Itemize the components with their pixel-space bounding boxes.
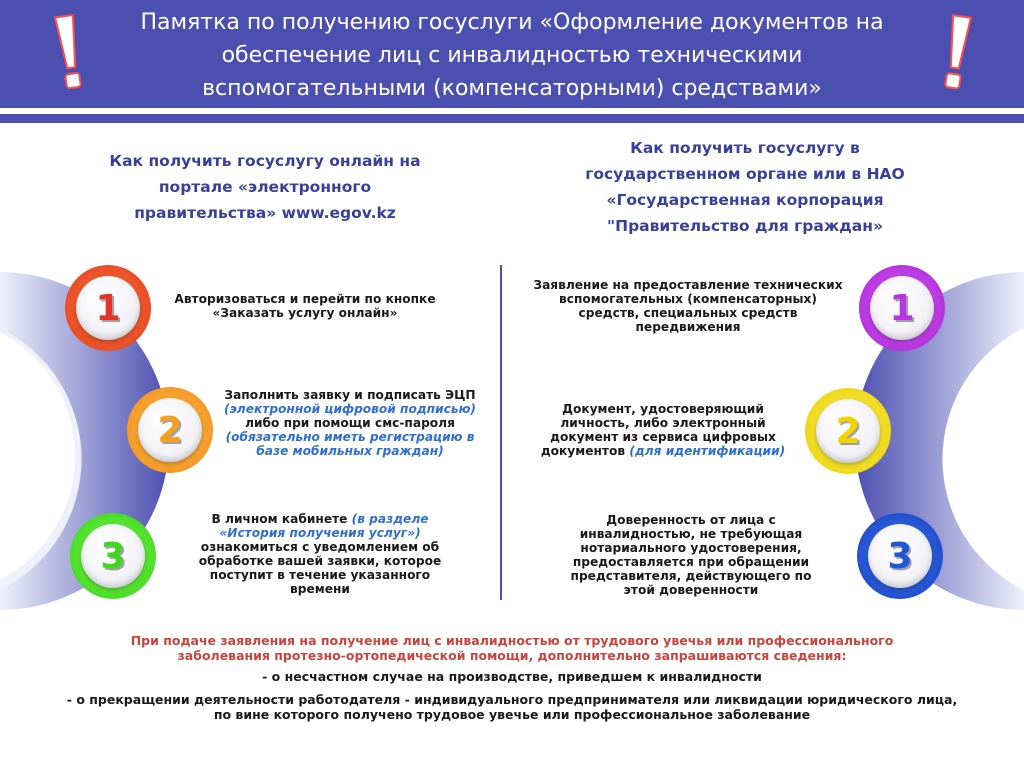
right-step-1-badge xyxy=(859,265,945,351)
left-step-2-number: 2 xyxy=(157,409,183,451)
footer-item-1: - о несчастном случае на производстве, приведшем к инвалидности xyxy=(262,669,762,684)
left-column-heading: Как получить госуслугу онлайн на портале «электронного правительства» www.egov.kz xyxy=(109,152,421,222)
right-step-2-text: Документ, удостоверяющий личность, либо электронный документ из сервиса цифровых документов (для идентификации) xyxy=(540,402,786,458)
right-step-3-number: 3 xyxy=(887,535,913,577)
left-step-2-text: Заполнить заявку и подписать ЭЦП (электронной цифровой подписью) либо при помощи смс-пароля (обязательно иметь регистрацию в базе мобильных граждан) xyxy=(224,388,476,458)
right-column-heading: Как получить госуслугу в государственном органе или в НАО «Государственная корпорация "Правительство для граждан» xyxy=(585,139,905,235)
left-step-1-number: 1 xyxy=(95,287,121,329)
right-step-2-badge xyxy=(805,388,891,474)
right-step-1-text: Заявление на предоставление технических вспомогательных (компенсаторных) средств, специальных средств передвижения xyxy=(533,278,843,334)
left-step-1-badge xyxy=(65,265,151,351)
left-step-2-badge xyxy=(127,387,213,473)
right-step-3-badge xyxy=(857,513,943,599)
right-step-2-number: 2 xyxy=(835,410,861,452)
left-step-3-badge xyxy=(70,513,156,599)
left-step-3-text: В личном кабинете (в разделе «История получения услуг») ознакомиться с уведомлением об обработке вашей заявки, которое поступит в течение указанного времени xyxy=(198,512,442,596)
footer-notice: При подаче заявления на получение лиц с инвалидностью от трудового увечья или профессионального заболевания протезно-ортопедической помощи, дополнительно запрашиваются сведения: xyxy=(130,633,894,663)
left-step-1-text: Авторизоваться и перейти по кнопке «Заказать услугу онлайн» xyxy=(174,292,436,320)
left-step-3-number: 3 xyxy=(100,535,126,577)
right-step-3-text: Доверенность от лица с инвалидностью, не требующая нотариального удостоверения, предоставляется при обращении представителя, действующего по этой доверенности xyxy=(570,513,812,597)
column-divider xyxy=(500,265,502,600)
page-title: Памятка по получению госуслуги «Оформление документов на обеспечение лиц с инвалидностью техническими вспомогательными (компенсаторными) средствами» xyxy=(140,10,884,101)
right-step-1-number: 1 xyxy=(889,287,915,329)
footer-item-2: - о прекращении деятельности работодателя - индивидуального предпринимателя или ликвидации юридического лица, по вине которого получено трудовое увечье или профессиональное заболевание xyxy=(66,692,958,722)
